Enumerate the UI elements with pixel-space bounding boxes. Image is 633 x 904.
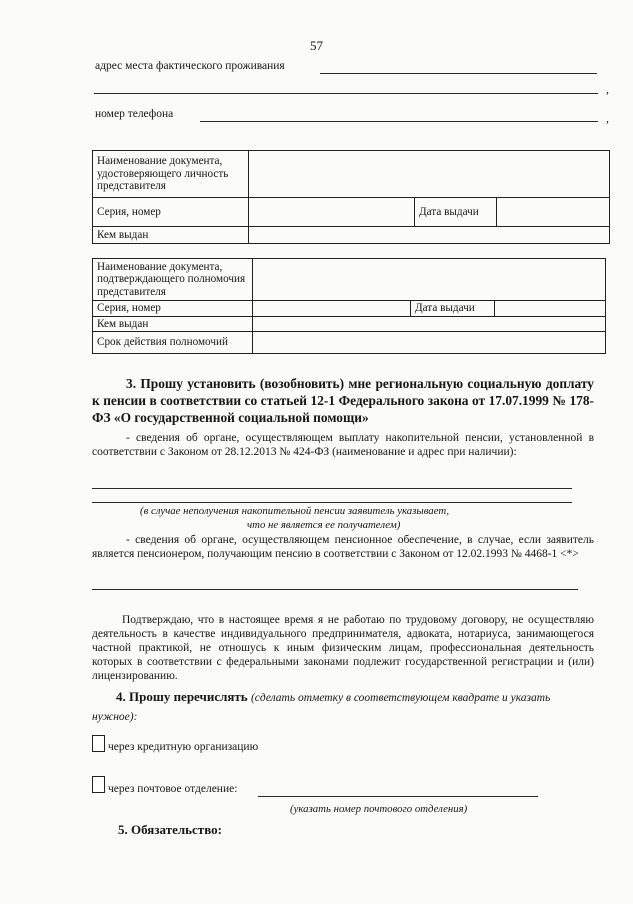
note-line-2: что не является ее получателем) (247, 519, 401, 531)
post-office-label: через почтовое отделение: (108, 783, 238, 795)
section-4-hint: (сделать отметку в соответствующем квадрате и указать нужное): (92, 692, 551, 723)
id-series-label: Серия, номер (93, 198, 249, 227)
bank-transfer-label: через кредитную организацию (108, 741, 259, 753)
address-comma: , (606, 82, 609, 96)
section-3-heading: 3. Прошу установить (возобновить) мне региональную социальную доплату к пенсии в соответствии со статьей 12-1 Федерального закона от 17.07.1999 № 178-ФЗ «О государственной социальной помощи» (92, 376, 594, 425)
section-4-heading: 4. Прошу перечислять (116, 689, 248, 704)
auth-series-label: Серия, номер (93, 301, 253, 317)
phone-label: номер телефона (95, 108, 174, 120)
post-office-number-line[interactable] (258, 796, 538, 797)
note-line-1: (в случае неполучения накопительной пенсии заявитель указывает, (140, 505, 450, 517)
auth-doc-name-label: Наименование документа, подтверждающего полномочия представителя (93, 259, 253, 301)
auth-doc-name-value[interactable] (253, 259, 606, 301)
auth-validity-label: Срок действия полномочий (93, 332, 253, 354)
funded-pension-text: - сведения об органе, осуществляющем выплату накопительной пенсии, установленной в соответствии с Законом от 28.12.2013 № 424-ФЗ (наименование и адрес при наличии): (92, 432, 594, 458)
id-doc-name-value[interactable] (249, 151, 610, 198)
id-issued-by-value[interactable] (249, 227, 610, 244)
address-field-line-2[interactable] (94, 93, 598, 94)
confirmation-text: Подтверждаю, что в настоящее время я не работаю по трудовому договору, не осуществляю деятельность в качестве индивидуального предпринимателя, адвоката, нотариуса, занимающегося частной практикой, не отношусь к иным физическим лицам, профессиональная деятельность которых в соответствии с федеральными законами подлежит государственной регистрации и (или) лицензированию. (92, 614, 594, 682)
auth-issue-date-label: Дата выдачи (411, 301, 495, 317)
bank-transfer-checkbox[interactable] (92, 735, 105, 752)
address-label: адрес места фактического проживания (95, 60, 285, 72)
id-issue-date-label: Дата выдачи (415, 198, 497, 227)
auth-series-value[interactable] (253, 301, 411, 317)
id-doc-name-label: Наименование документа, удостоверяющего личность представителя (93, 151, 249, 198)
funded-pension-line-1[interactable] (92, 488, 572, 489)
id-issue-date-value[interactable] (497, 198, 610, 227)
address-field-line-1[interactable] (320, 73, 597, 74)
representative-id-table (92, 150, 610, 244)
funded-pension-line-2[interactable] (92, 502, 572, 503)
section-5-heading: 5. Обязательство: (118, 822, 222, 837)
auth-validity-value[interactable] (253, 332, 606, 354)
post-office-hint: (указать номер почтового отделения) (290, 803, 468, 815)
id-issued-by-label: Кем выдан (93, 227, 249, 244)
phone-comma: , (606, 111, 609, 125)
auth-issue-date-value[interactable] (495, 301, 606, 317)
auth-issued-by-value[interactable] (253, 316, 606, 332)
id-series-value[interactable] (249, 198, 415, 227)
pension-org-line[interactable] (92, 589, 578, 590)
section-4-block (92, 688, 594, 726)
phone-field-line[interactable] (200, 121, 598, 122)
auth-issued-by-label: Кем выдан (93, 316, 253, 332)
post-office-checkbox[interactable] (92, 776, 105, 793)
authority-doc-table (92, 258, 606, 354)
pension-org-text: - сведения об органе, осуществляющем пенсионное обеспечение, в случае, если заявитель является пенсионером, получающим пенсию в соответствии с Законом от 12.02.1993 № 4468-1 <*> (92, 534, 594, 560)
page-number: 57 (310, 38, 323, 53)
